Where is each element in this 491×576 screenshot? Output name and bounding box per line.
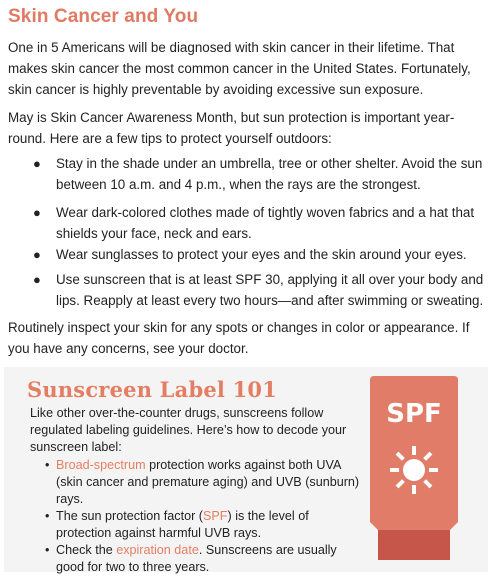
card-intro: Like other over-the-counter drugs, sunscreens follow regulated labeling guidelines. Here’s how to decode your sunscreen label: — [30, 406, 347, 454]
sunscreen-bottle-icon — [364, 372, 464, 562]
list-item — [30, 457, 360, 508]
term-broad-spectrum: Broad-spectrum — [56, 458, 146, 472]
spf-label: SPF — [386, 399, 442, 429]
article-title: Skin Cancer and You — [8, 6, 199, 27]
term-description: ) is the level of protection against harmful UVB rays. — [56, 509, 309, 540]
intro-paragraph: One in 5 Americans will be diagnosed with skin cancer in their lifetime. That makes skin cancer the most common cancer in the United States. Fortunately, skin cancer is highly preventable by avoiding excessive sun exposure. — [8, 40, 471, 97]
term-prefix: Check the — [56, 543, 117, 557]
list-item — [30, 542, 360, 576]
tip-text: Wear sunglasses to protect your eyes and the skin around your eyes. — [56, 247, 467, 262]
bullet-icon: • — [45, 509, 50, 523]
term-prefix: The sun protection factor ( — [56, 509, 203, 523]
bullet-icon: • — [45, 458, 50, 472]
term-description: protection works against both UVA (skin cancer and premature aging) and UVB (sunburn) rays. — [56, 458, 360, 506]
label-terms-list — [30, 457, 360, 576]
tip-text: Wear dark-colored clothes made of tightly woven fabrics and a hat that shields your face, neck and ears. — [56, 205, 475, 241]
sun-icon — [390, 446, 438, 494]
bullet-icon: ● — [33, 205, 41, 220]
term-description: . Sunscreens are usually good for two to three years. — [56, 543, 337, 574]
sunscreen-label-card — [4, 367, 488, 572]
bullet-icon: ● — [33, 272, 41, 287]
card-title: Sunscreen Label 101 — [27, 377, 278, 402]
bullet-icon: • — [45, 543, 50, 557]
bullet-icon: ● — [33, 156, 41, 171]
term-expiration-date: expiration date — [116, 543, 199, 557]
bullet-icon: ● — [33, 247, 41, 262]
tip-text: Use sunscreen that is at least SPF 30, applying it all over your body and lips. Reapply at least every two hours—and after swimming or sweating. — [56, 272, 484, 308]
lead-paragraph: May is Skin Cancer Awareness Month, but sun protection is important year-round. Here are a few tips to protect yourself outdoors: — [8, 110, 455, 146]
closing-paragraph: Routinely inspect your skin for any spots or changes in color or appearance. If you have any concerns, see your doctor. — [8, 320, 470, 356]
tip-text: Stay in the shade under an umbrella, tree or other shelter. Avoid the sun between 10 a.m. and 4 p.m., when the rays are the strongest. — [56, 156, 483, 192]
term-spf: SPF — [203, 509, 228, 523]
list-item — [30, 508, 360, 542]
